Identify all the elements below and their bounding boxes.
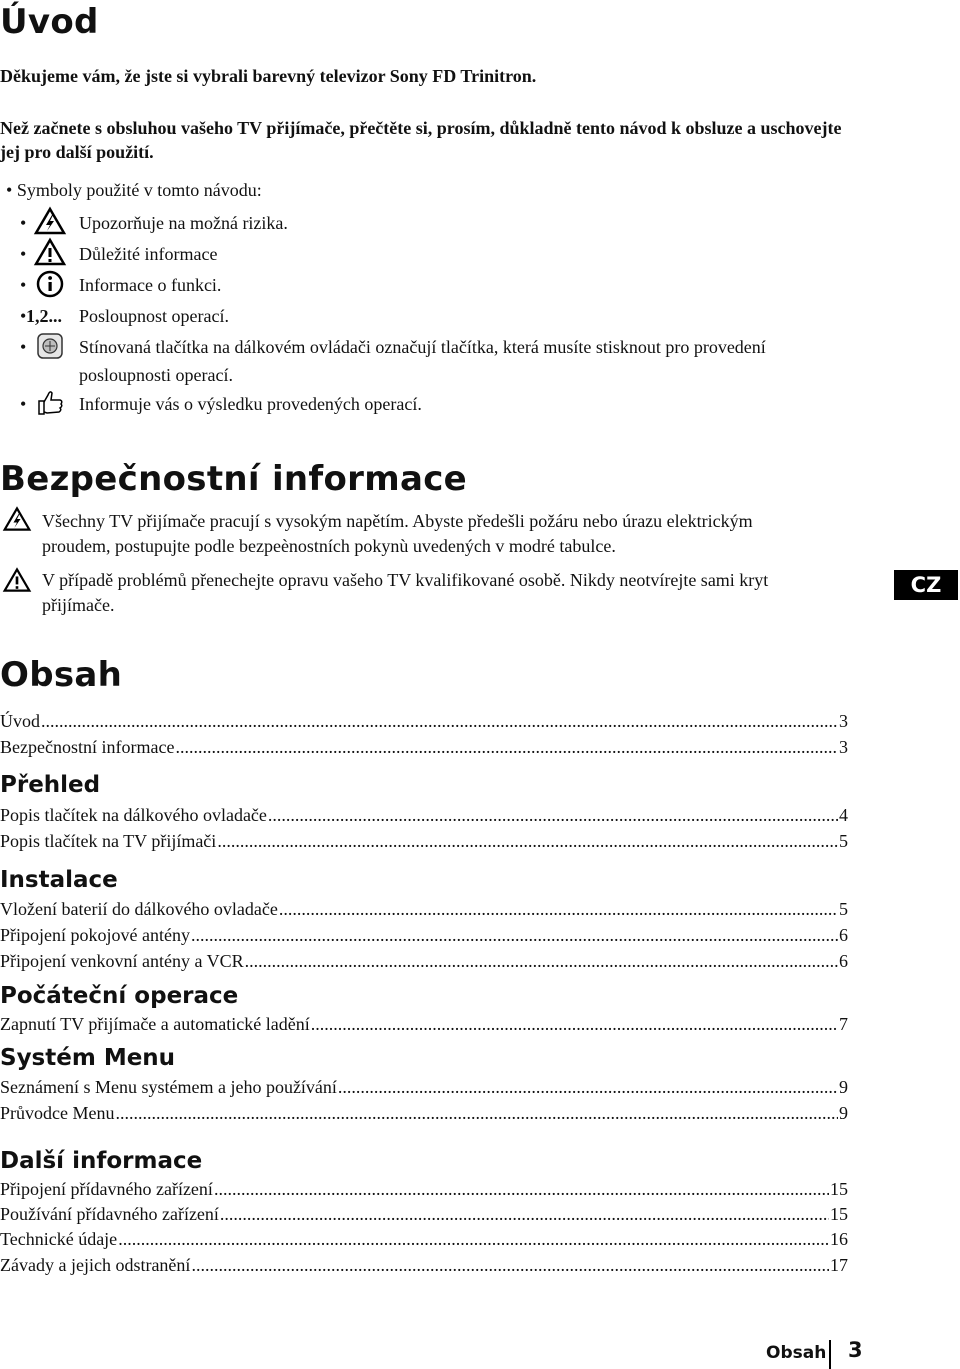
symbol-item bbox=[20, 332, 860, 388]
toc-label: Připojení venkovní antény a VCR bbox=[0, 951, 244, 971]
toc-leader bbox=[311, 1012, 838, 1036]
toc-label: Závady a jejich odstranění bbox=[0, 1255, 191, 1275]
contents-title: Obsah bbox=[0, 655, 123, 695]
toc-entry[interactable] bbox=[0, 1253, 848, 1277]
toc-leader bbox=[245, 949, 838, 973]
toc-page: 4 bbox=[839, 805, 848, 825]
safety-item-line: Všechny TV přijímače pracují s vysokým napětím. Abyste předešli požáru nebo úrazu elektrickým bbox=[42, 511, 753, 531]
safety-item-line: přijímače. bbox=[42, 595, 115, 615]
toc-leader bbox=[191, 1253, 829, 1277]
bullet: • bbox=[20, 337, 27, 357]
toc-entry[interactable] bbox=[0, 709, 848, 733]
toc-entry[interactable] bbox=[0, 1101, 848, 1125]
symbol-item bbox=[20, 270, 860, 300]
symbol-item bbox=[20, 389, 860, 419]
toc-label: Popis tlačítek na dálkového ovladače bbox=[0, 805, 267, 825]
intro-read-notice: Než začnete s obsluhou vašeho TV přijímače, přečtěte si, prosím, důkladně tento návod k obsluze a uschovejte jej pro další použití. bbox=[0, 118, 842, 162]
toc-entry[interactable] bbox=[0, 803, 848, 827]
toc-page: 9 bbox=[839, 1103, 848, 1123]
intro-thanks: Děkujeme vám, že jste si vybrali barevný televizor Sony FD Trinitron. bbox=[0, 66, 537, 86]
toc-label: Používání přídavného zařízení bbox=[0, 1204, 219, 1224]
toc-entry[interactable] bbox=[0, 1227, 848, 1251]
toc-section-title: Systém Menu bbox=[0, 1045, 176, 1071]
symbol-text: Upozorňuje na možná rizika. bbox=[79, 213, 288, 233]
symbol-text: Důležité informace bbox=[79, 244, 218, 264]
footer-divider bbox=[829, 1340, 831, 1369]
toc-page: 15 bbox=[830, 1179, 848, 1199]
toc-entry[interactable] bbox=[0, 1012, 848, 1036]
hand-pointer-icon bbox=[33, 387, 67, 417]
lightning-warning-icon bbox=[33, 206, 67, 236]
symbols-heading: • Symboly použité v tomto návodu: bbox=[6, 180, 262, 200]
toc-page: 3 bbox=[839, 711, 848, 731]
toc-leader bbox=[279, 897, 838, 921]
toc-leader bbox=[268, 803, 838, 827]
toc-entry[interactable] bbox=[0, 829, 848, 853]
toc-page: 3 bbox=[839, 737, 848, 757]
toc-entry[interactable] bbox=[0, 1075, 848, 1099]
toc-section-title: Počáteční operace bbox=[0, 983, 239, 1009]
shaded-button-icon bbox=[33, 330, 67, 360]
symbol-text: Informace o funkci. bbox=[79, 275, 222, 295]
toc-entry[interactable] bbox=[0, 949, 848, 973]
safety-item-line: proudem, postupujte podle bezpeènostních pokynù uvedených v modré tabulce. bbox=[42, 536, 616, 556]
toc-page: 6 bbox=[839, 951, 848, 971]
symbol-text: Stínovaná tlačítka na dálkovém ovládači označují tlačítka, která musíte stisknout pro provedení bbox=[79, 337, 766, 357]
toc-leader bbox=[191, 923, 838, 947]
toc-label: Úvod bbox=[0, 711, 40, 731]
toc-label: Seznámení s Menu systémem a jeho používání bbox=[0, 1077, 337, 1097]
bullet: • bbox=[20, 394, 27, 414]
sequence-number: 1,2... bbox=[26, 306, 62, 326]
language-tab: CZ bbox=[894, 570, 958, 600]
toc-label: Připojení přídavného zařízení bbox=[0, 1179, 213, 1199]
symbol-item bbox=[20, 239, 860, 269]
toc-section-title: Další informace bbox=[0, 1148, 203, 1174]
toc-label: Zapnutí TV přijímače a automatické ladění bbox=[0, 1014, 310, 1034]
toc-leader bbox=[220, 1202, 829, 1226]
toc-leader bbox=[175, 735, 838, 759]
toc-entry[interactable] bbox=[0, 923, 848, 947]
info-icon bbox=[33, 268, 67, 298]
symbol-text: Informuje vás o výsledku provedených operací. bbox=[79, 394, 422, 414]
toc-label: Vložení baterií do dálkového ovladače bbox=[0, 899, 278, 919]
bullet: • bbox=[20, 275, 27, 295]
toc-page: 17 bbox=[830, 1255, 848, 1275]
toc-page: 9 bbox=[839, 1077, 848, 1097]
toc-leader bbox=[41, 709, 838, 733]
caution-triangle-icon bbox=[33, 237, 67, 267]
symbol-item bbox=[20, 208, 860, 238]
caution-triangle-icon bbox=[2, 566, 32, 594]
symbol-text-continued: posloupnosti operací. bbox=[79, 365, 233, 385]
toc-leader bbox=[338, 1075, 838, 1099]
toc-entry[interactable] bbox=[0, 735, 848, 759]
symbols-heading-text: Symboly použité v tomto návodu: bbox=[16, 180, 262, 200]
toc-section-title: Instalace bbox=[0, 867, 118, 893]
toc-page: 6 bbox=[839, 925, 848, 945]
intro-title: Úvod bbox=[0, 2, 99, 42]
bullet: • bbox=[20, 244, 27, 264]
bullet: • bbox=[20, 306, 27, 326]
toc-label: Popis tlačítek na TV přijímači bbox=[0, 831, 217, 851]
footer-section-label: Obsah bbox=[766, 1343, 827, 1363]
page-number: 3 bbox=[848, 1338, 863, 1362]
toc-page: 15 bbox=[830, 1204, 848, 1224]
lightning-warning-icon bbox=[2, 505, 32, 533]
toc-entry[interactable] bbox=[0, 897, 848, 921]
toc-section-title: Přehled bbox=[0, 772, 101, 798]
symbol-text: Posloupnost operací. bbox=[79, 306, 229, 326]
toc-label: Bezpečnostní informace bbox=[0, 737, 175, 757]
toc-page: 5 bbox=[839, 899, 848, 919]
toc-leader bbox=[115, 1101, 838, 1125]
toc-leader bbox=[214, 1177, 829, 1201]
toc-leader bbox=[118, 1227, 829, 1251]
toc-entry[interactable] bbox=[0, 1177, 848, 1201]
toc-page: 16 bbox=[830, 1229, 848, 1249]
toc-label: Připojení pokojové antény bbox=[0, 925, 190, 945]
symbol-item bbox=[20, 301, 860, 331]
toc-label: Technické údaje bbox=[0, 1229, 118, 1249]
toc-entry[interactable] bbox=[0, 1202, 848, 1226]
bullet: • bbox=[20, 213, 27, 233]
toc-page: 7 bbox=[839, 1014, 848, 1034]
toc-leader bbox=[217, 829, 838, 853]
toc-page: 5 bbox=[839, 831, 848, 851]
safety-item-line: V případě problémů přenechejte opravu vašeho TV kvalifikované osobě. Nikdy neotvírejte sami kryt bbox=[42, 570, 769, 590]
safety-title: Bezpečnostní informace bbox=[0, 459, 468, 499]
toc-label: Průvodce Menu bbox=[0, 1103, 115, 1123]
